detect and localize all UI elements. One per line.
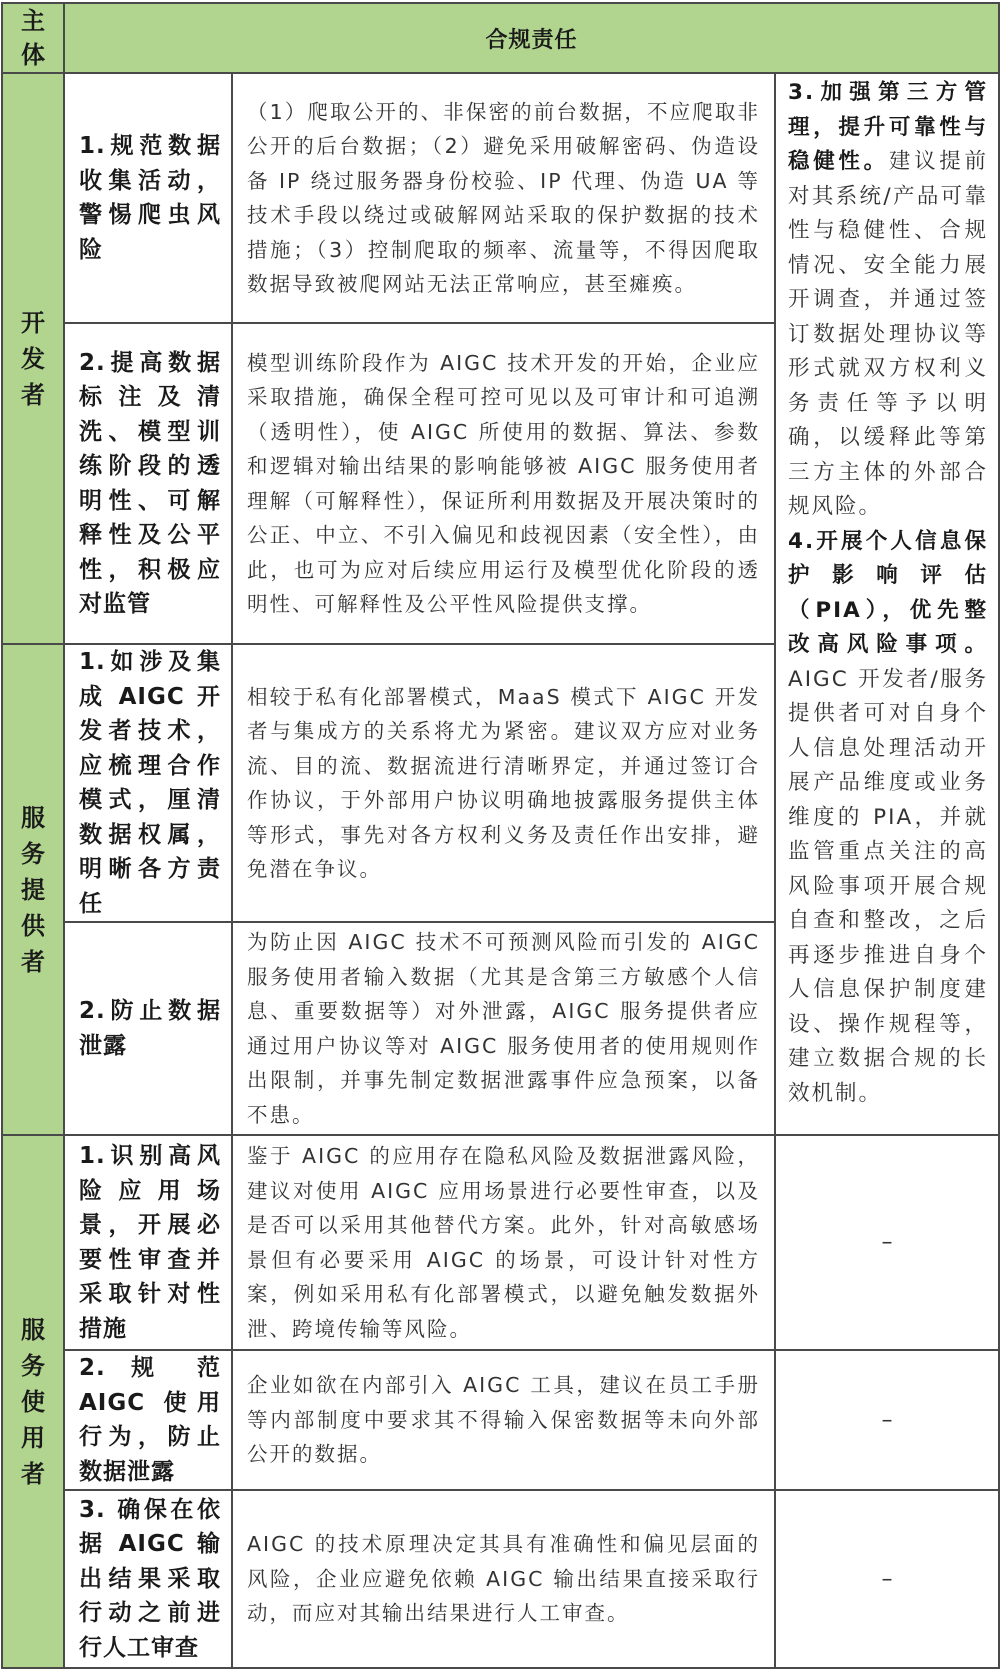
subject-char: 开 (21, 308, 45, 337)
subject-char: 务 (21, 839, 45, 868)
detail-user-3: AIGC 的技术原理决定其具有准确性和偏见层面的风险，企业应避免依赖 AIGC 输出结果直接采取行动，而应对其输出结果进行人工审查。 (232, 1490, 775, 1668)
subject-column-header (2, 3, 64, 73)
detail-developer-1: （1）爬取公开的、非保密的前台数据，不应爬取非公开的后台数据；（2）避免采用破解密码、伪造设备 IP 绕过服务器身份校验、IP 代理、伪造 UA 等技术手段以绕过或破解网站采取的保护数据的技术措施；（3）控制爬取的频率、流量等，不得因爬取数据导致被爬网站无法正常响应，甚至瘫痪。 (232, 73, 775, 323)
side-empty-dash: – (775, 1490, 999, 1668)
item-user-3: 3. 确保在依据 AIGC 输出结果采取行动之前进行人工审查 (64, 1490, 232, 1668)
subject-char: 服 (21, 1315, 45, 1344)
subject-char: 务 (21, 1351, 45, 1380)
subject-developer (2, 73, 64, 644)
shared-side-measures (775, 73, 999, 1135)
subject-service-user (2, 1135, 64, 1668)
detail-developer-2: 模型训练阶段作为 AIGC 技术开发的开始，企业应采取措施，确保全程可控可见以及可审计和可追溯（透明性），使 AIGC 所使用的数据、算法、参数和逻辑对输出结果的影响能够被 AIGC 服务使用者理解（可解释性），保证所利用数据及开展决策时的公正、中立、不引入偏见和歧视因素（安全性），由此，也可为应对后续应用运行及模型优化阶段的透明性、可解释性及公平性风险提供支撑。 (232, 323, 775, 644)
table-row (2, 73, 999, 323)
side-point4-title: 4.开展个人信息保护影响评估（PIA），优先整改高风险事项。 (788, 528, 989, 657)
side-empty-dash: – (775, 1135, 999, 1350)
subject-service-provider (2, 644, 64, 1135)
detail-provider-2: 为防止因 AIGC 技术不可预测风险而引发的 AIGC 服务使用者输入数据（尤其是含第三方敏感个人信息、重要数据等）对外泄露，AIGC 服务提供者应通过用户协议等对 AIGC 服务使用者的使用规则作出限制，并事先制定数据泄露事件应急预案，以备不患。 (232, 922, 775, 1135)
table-row (2, 1135, 999, 1350)
detail-provider-1: 相较于私有化部署模式，MaaS 模式下 AIGC 开发者与集成方的关系将尤为紧密。建议双方应对业务流、目的流、数据流进行清晰界定，并通过签订合作协议，于外部用户协议明确地披露服务提供主体等形式，事先对各方权利义务及责任作出安排，避免潜在争议。 (232, 644, 775, 922)
side-point4-body: AIGC 开发者/服务提供者可对自身个人信息处理活动开展产品维度或业务维度的 PIA，并就监管重点关注的高风险事项开展合规自查和整改，之后再逐步推进自身个人信息保护制度建设、操作规程等，建立数据合规的长效机制。 (788, 666, 989, 1106)
item-developer-2: 2.提高数据标注及清洗、模型训练阶段的透明性、可解释性及公平性，积极应对监管 (64, 323, 232, 644)
detail-user-1: 鉴于 AIGC 的应用存在隐私风险及数据泄露风险，建议对使用 AIGC 应用场景进行必要性审查，以及是否可以采用其他替代方案。此外，针对高敏感场景但有必要采用 AIGC 的场景，可设计针对性方案，例如采用私有化部署模式，以避免触发数据外泄、跨境传输等风险。 (232, 1135, 775, 1350)
subject-char: 使 (21, 1387, 45, 1416)
item-provider-1: 1.如涉及集成 AIGC 开发者技术，应梳理合作模式，厘清数据权属，明晰各方责任 (64, 644, 232, 922)
table-row (2, 1350, 999, 1490)
responsibility-column-header: 合规责任 (64, 3, 999, 73)
detail-user-2: 企业如欲在内部引入 AIGC 工具，建议在员工手册等内部制度中要求其不得输入保密数据等未向外部公开的数据。 (232, 1350, 775, 1490)
item-provider-2: 2.防止数据泄露 (64, 922, 232, 1135)
subject-char: 者 (21, 1459, 45, 1488)
subject-char: 服 (21, 803, 45, 832)
item-developer-1: 1.规范数据收集活动，警惕爬虫风险 (64, 73, 232, 323)
subject-char: 供 (21, 911, 45, 940)
table-header-row (2, 3, 999, 73)
subject-char: 者 (21, 380, 45, 409)
table-row (2, 1490, 999, 1668)
subject-char: 用 (21, 1423, 45, 1452)
compliance-responsibility-table (1, 2, 1000, 1669)
subject-char: 提 (21, 875, 45, 904)
item-user-2: 2. 规 范 AIGC 使用行为，防止数据泄露 (64, 1350, 232, 1490)
subject-header-char: 体 (21, 41, 45, 69)
side-point3-body: 建议提前对其系统/产品可靠性与稳健性、合规情况、安全能力展开调查，并通过签订数据处理协议等形式就双方权利义务责任等予以明确，以缓释此等第三方主体的外部合规风险。 (788, 149, 989, 519)
subject-char: 发 (21, 344, 45, 373)
side-point3-title: 3.加强第三方管理，提升可靠性与稳健性。 (788, 80, 989, 174)
side-empty-dash: – (775, 1350, 999, 1490)
subject-char: 者 (21, 947, 45, 976)
subject-header-char: 主 (21, 7, 45, 35)
item-user-1: 1.识别高风险应用场景，开展必要性审查并采取针对性措施 (64, 1135, 232, 1350)
